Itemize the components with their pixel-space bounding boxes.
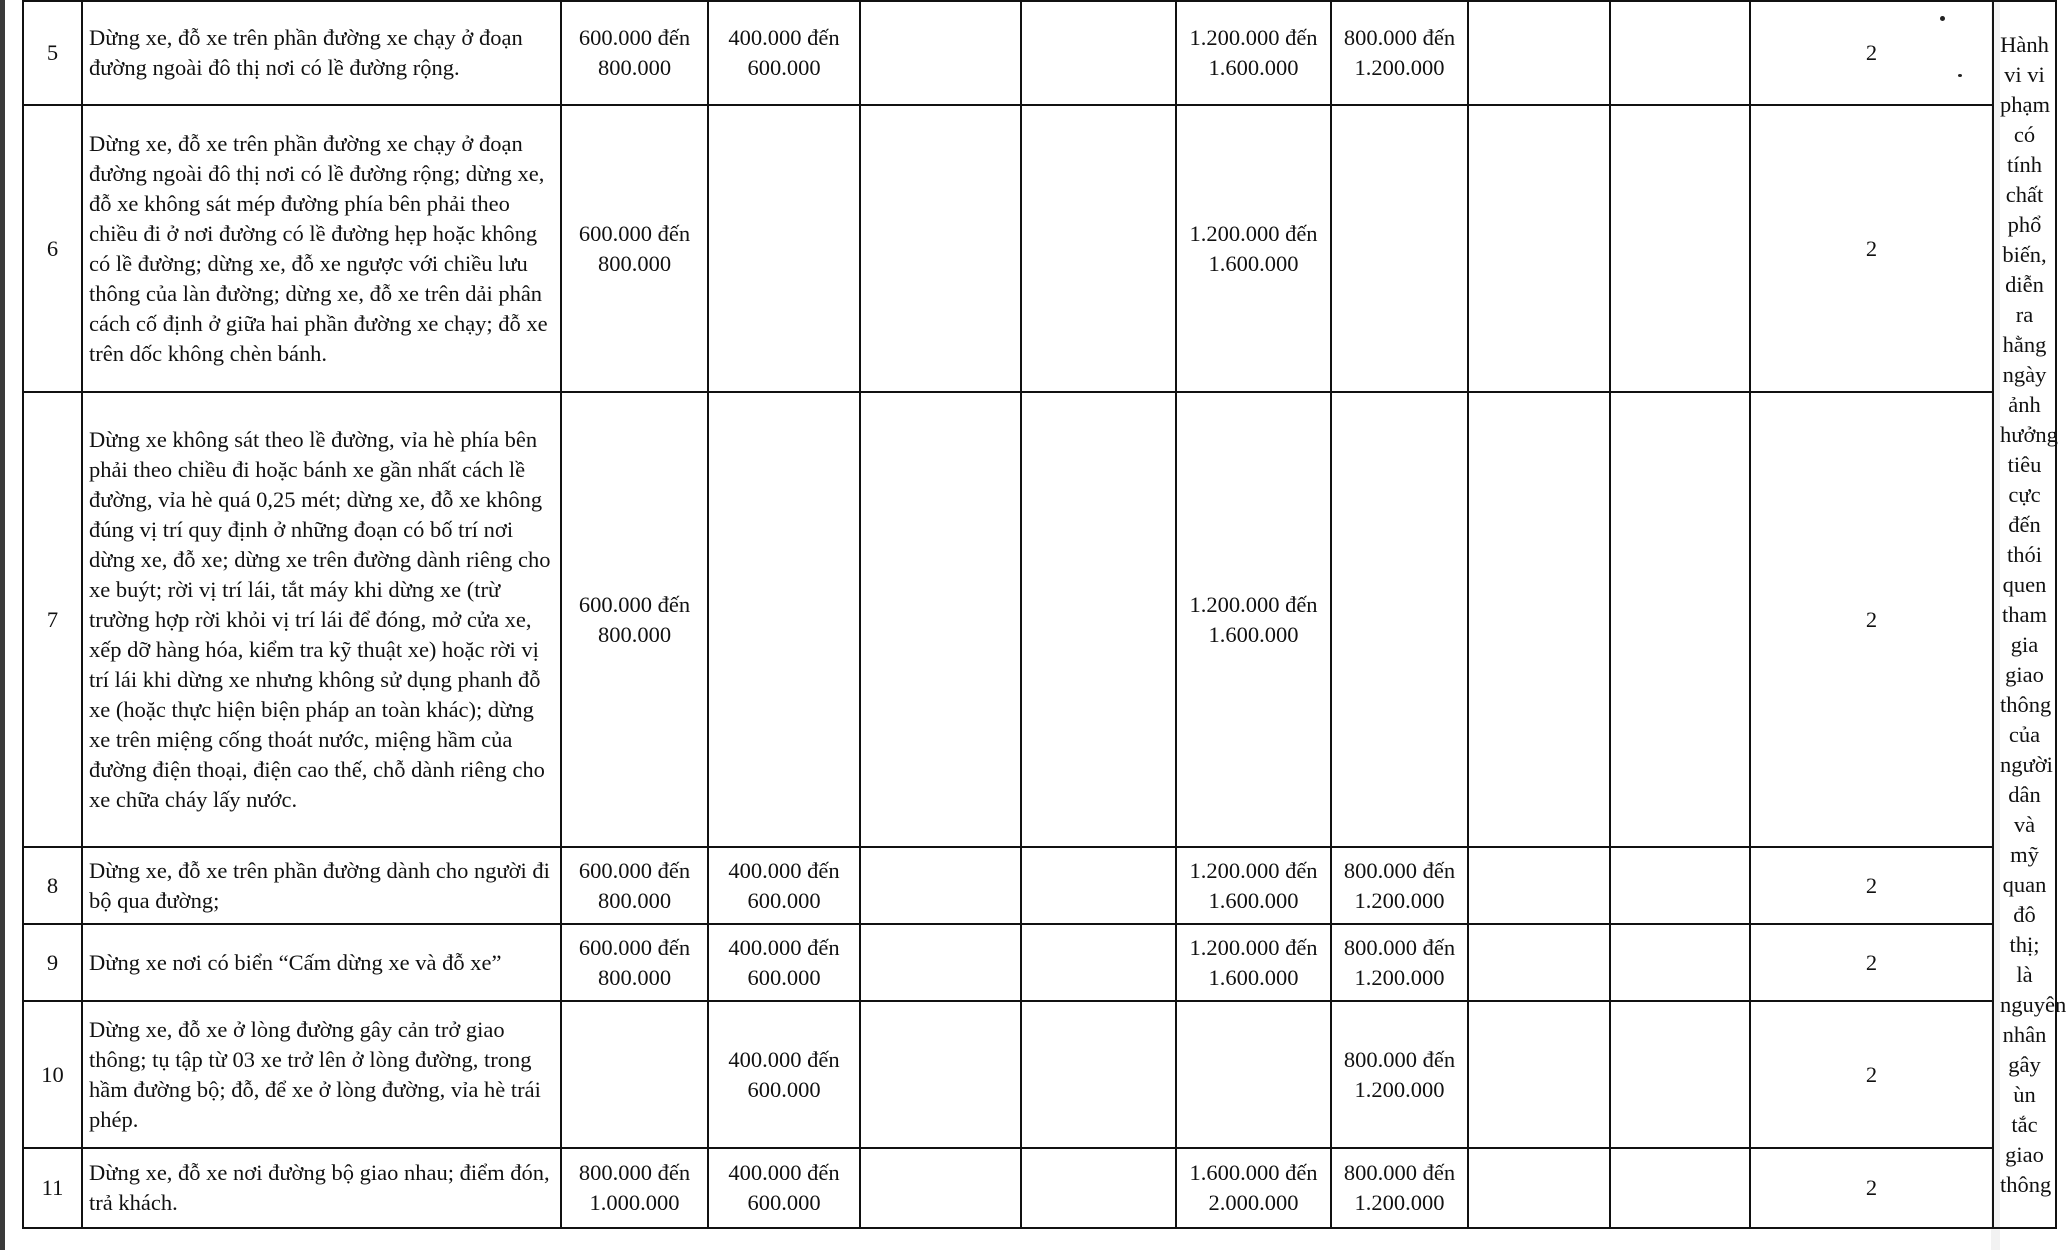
row-number: 5 [23,1,82,105]
fine-car-reduced: 800.000 đến 1.200.000 [1331,1,1468,105]
empty-cell [860,105,1021,392]
empty-cell [1468,392,1610,847]
fine-motorbike-reduced [708,105,860,392]
fine-car-individual: 1.200.000 đến 1.600.000 [1176,847,1331,924]
fine-motorbike-reduced: 400.000 đến 600.000 [708,1001,860,1148]
empty-cell [1021,847,1176,924]
violation-description: Dừng xe, đỗ xe nơi đường bộ giao nhau; điểm đón, trả khách. [82,1148,561,1228]
fine-motorbike-individual: 600.000 đến 800.000 [561,924,708,1001]
empty-cell [860,392,1021,847]
empty-cell [1021,1001,1176,1148]
fine-car-reduced: 800.000 đến 1.200.000 [1331,1148,1468,1228]
fine-motorbike-reduced: 400.000 đến 600.000 [708,1,860,105]
fine-motorbike-individual: 600.000 đến 800.000 [561,392,708,847]
scan-left-edge [0,0,5,1250]
level-value: 2 [1750,392,1993,847]
table-row [23,924,2056,1001]
fine-car-reduced [1331,392,1468,847]
empty-cell [860,1,1021,105]
table-row [23,392,2056,847]
empty-cell [1021,1148,1176,1228]
table-row [23,1148,2056,1228]
empty-cell [1610,1,1750,105]
empty-cell [1468,924,1610,1001]
fine-car-individual [1176,1001,1331,1148]
row-number: 9 [23,924,82,1001]
row-number: 7 [23,392,82,847]
fine-car-individual: 1.200.000 đến 1.600.000 [1176,1,1331,105]
empty-cell [1468,1148,1610,1228]
level-value: 2 [1750,1,1993,105]
level-value: 2 [1750,1148,1993,1228]
empty-cell [1610,392,1750,847]
fine-motorbike-individual [561,1001,708,1148]
fine-car-reduced: 800.000 đến 1.200.000 [1331,847,1468,924]
violation-description: Dừng xe, đỗ xe ở lòng đường gây cản trở giao thông; tụ tập từ 03 xe trở lên ở lòng đường, trong hầm đường bộ; đỗ, để xe ở lòng đường, vỉa hè trái phép. [82,1001,561,1148]
fine-motorbike-individual: 600.000 đến 800.000 [561,1,708,105]
row-number: 6 [23,105,82,392]
empty-cell [1610,105,1750,392]
empty-cell [860,1148,1021,1228]
fine-motorbike-reduced: 400.000 đến 600.000 [708,1148,860,1228]
fine-car-reduced: 800.000 đến 1.200.000 [1331,924,1468,1001]
fine-motorbike-individual: 600.000 đến 800.000 [561,105,708,392]
fine-motorbike-reduced [708,392,860,847]
empty-cell [1021,1,1176,105]
reason-note: Hành vi vi phạm có tính chất phổ biến, diễn ra hằng ngày ảnh hưởng tiêu cực đến thói quen tham gia giao thông của người dân và mỹ quan đô thị; là nguyên nhân gây ùn tắc giao thông [1993,1,2056,1228]
fine-car-reduced [1331,105,1468,392]
fine-motorbike-individual: 800.000 đến 1.000.000 [561,1148,708,1228]
violation-description: Dừng xe nơi có biển “Cấm dừng xe và đỗ xe” [82,924,561,1001]
level-value: 2 [1750,105,1993,392]
empty-cell [1610,1148,1750,1228]
fine-motorbike-reduced: 400.000 đến 600.000 [708,847,860,924]
empty-cell [1468,1001,1610,1148]
empty-cell [1468,105,1610,392]
empty-cell [1610,924,1750,1001]
fine-motorbike-individual: 600.000 đến 800.000 [561,847,708,924]
table-row [23,105,2056,392]
penalty-table [22,0,2066,1229]
violation-description: Dừng xe, đỗ xe trên phần đường dành cho người đi bộ qua đường; [82,847,561,924]
table-row [23,847,2056,924]
fine-car-reduced: 800.000 đến 1.200.000 [1331,1001,1468,1148]
table-row [23,1,2056,105]
empty-cell [1021,924,1176,1001]
empty-cell [860,847,1021,924]
fine-car-individual: 1.600.000 đến 2.000.000 [1176,1148,1331,1228]
empty-cell [1610,847,1750,924]
fine-car-individual: 1.200.000 đến 1.600.000 [1176,392,1331,847]
row-number: 8 [23,847,82,924]
empty-cell [1021,105,1176,392]
level-value: 2 [1750,1001,1993,1148]
violation-description: Dừng xe, đỗ xe trên phần đường xe chạy ở đoạn đường ngoài đô thị nơi có lề đường rộng. [82,1,561,105]
row-number: 10 [23,1001,82,1148]
level-value: 2 [1750,847,1993,924]
violation-description: Dừng xe, đỗ xe trên phần đường xe chạy ở đoạn đường ngoài đô thị nơi có lề đường rộng; dừng xe, đỗ xe không sát mép đường phía bên phải theo chiều đi ở nơi đường có lề đường hẹp hoặc không có lề đường; dừng xe, đỗ xe ngược với chiều lưu thông của làn đường; dừng xe, đỗ xe trên dải phân cách cố định ở giữa hai phần đường xe chạy; đỗ xe trên dốc không chèn bánh. [82,105,561,392]
row-number: 11 [23,1148,82,1228]
empty-cell [1468,847,1610,924]
level-value: 2 [1750,924,1993,1001]
empty-cell [860,924,1021,1001]
empty-cell [1610,1001,1750,1148]
fine-motorbike-reduced: 400.000 đến 600.000 [708,924,860,1001]
empty-cell [860,1001,1021,1148]
table-row [23,1001,2056,1148]
fine-car-individual: 1.200.000 đến 1.600.000 [1176,105,1331,392]
empty-cell [1468,1,1610,105]
violation-description: Dừng xe không sát theo lề đường, vỉa hè phía bên phải theo chiều đi hoặc bánh xe gần nhất cách lề đường, vỉa hè quá 0,25 mét; dừng xe, đỗ xe không đúng vị trí quy định ở những đoạn có bố trí nơi dừng xe, đỗ xe; dừng xe trên đường dành riêng cho xe buýt; rời vị trí lái, tắt máy khi dừng xe (trừ trường hợp rời khỏi vị trí lái để đóng, mở cửa xe, xếp dỡ hàng hóa, kiểm tra kỹ thuật xe) hoặc rời vị trí lái khi dừng xe nhưng không sử dụng phanh đỗ xe (hoặc thực hiện biện pháp an toàn khác); dừng xe trên miệng cống thoát nước, miệng hầm của đường điện thoại, điện cao thế, chỗ dành riêng cho xe chữa cháy lấy nước. [82,392,561,847]
fine-car-individual: 1.200.000 đến 1.600.000 [1176,924,1331,1001]
empty-cell [1021,392,1176,847]
